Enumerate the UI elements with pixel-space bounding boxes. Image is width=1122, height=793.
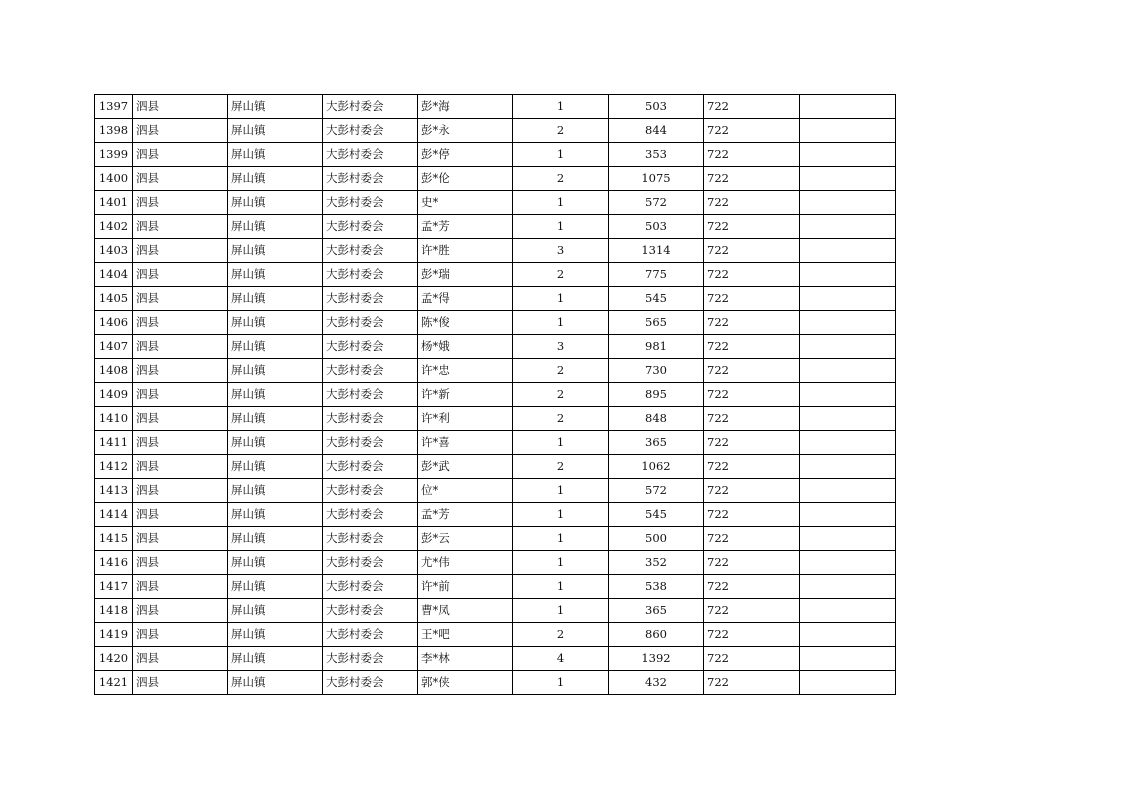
table-row <box>95 527 896 551</box>
cell-town: 屏山镇 <box>228 383 323 407</box>
cell-county: 泗县 <box>133 431 228 455</box>
cell-amount: 353 <box>609 143 704 167</box>
cell-amount: 565 <box>609 311 704 335</box>
cell-remarks <box>800 407 896 431</box>
cell-amount: 1392 <box>609 647 704 671</box>
cell-person-name: 彭*永 <box>418 119 513 143</box>
cell-amount: 365 <box>609 599 704 623</box>
cell-code: 722 <box>704 191 800 215</box>
cell-person-name: 史* <box>418 191 513 215</box>
cell-person-name: 彭*海 <box>418 95 513 119</box>
cell-town: 屏山镇 <box>228 503 323 527</box>
cell-code: 722 <box>704 143 800 167</box>
cell-household-count: 1 <box>513 215 609 239</box>
cell-remarks <box>800 263 896 287</box>
cell-person-name: 许*忠 <box>418 359 513 383</box>
table-row <box>95 311 896 335</box>
cell-household-count: 4 <box>513 647 609 671</box>
cell-remarks <box>800 335 896 359</box>
cell-county: 泗县 <box>133 119 228 143</box>
cell-amount: 545 <box>609 287 704 311</box>
cell-town: 屏山镇 <box>228 335 323 359</box>
cell-code: 722 <box>704 431 800 455</box>
cell-town: 屏山镇 <box>228 647 323 671</box>
cell-county: 泗县 <box>133 191 228 215</box>
cell-household-count: 1 <box>513 431 609 455</box>
cell-county: 泗县 <box>133 551 228 575</box>
cell-code: 722 <box>704 359 800 383</box>
cell-remarks <box>800 239 896 263</box>
cell-person-name: 许*前 <box>418 575 513 599</box>
cell-town: 屏山镇 <box>228 527 323 551</box>
cell-amount: 503 <box>609 215 704 239</box>
cell-amount: 1075 <box>609 167 704 191</box>
cell-remarks <box>800 383 896 407</box>
cell-serial-number: 1421 <box>95 671 133 695</box>
cell-town: 屏山镇 <box>228 479 323 503</box>
cell-code: 722 <box>704 671 800 695</box>
cell-remarks <box>800 503 896 527</box>
cell-village-committee: 大彭村委会 <box>323 623 418 647</box>
table-row <box>95 407 896 431</box>
cell-serial-number: 1418 <box>95 599 133 623</box>
table-row <box>95 623 896 647</box>
cell-amount: 500 <box>609 527 704 551</box>
cell-code: 722 <box>704 311 800 335</box>
cell-person-name: 许*胜 <box>418 239 513 263</box>
cell-serial-number: 1399 <box>95 143 133 167</box>
cell-amount: 572 <box>609 191 704 215</box>
cell-amount: 365 <box>609 431 704 455</box>
cell-village-committee: 大彭村委会 <box>323 143 418 167</box>
cell-town: 屏山镇 <box>228 95 323 119</box>
cell-amount: 1314 <box>609 239 704 263</box>
cell-town: 屏山镇 <box>228 575 323 599</box>
cell-person-name: 王*吧 <box>418 623 513 647</box>
cell-serial-number: 1403 <box>95 239 133 263</box>
table-row <box>95 335 896 359</box>
cell-village-committee: 大彭村委会 <box>323 455 418 479</box>
cell-amount: 775 <box>609 263 704 287</box>
table-row <box>95 287 896 311</box>
cell-county: 泗县 <box>133 287 228 311</box>
table-row <box>95 455 896 479</box>
cell-village-committee: 大彭村委会 <box>323 119 418 143</box>
cell-serial-number: 1420 <box>95 647 133 671</box>
cell-serial-number: 1414 <box>95 503 133 527</box>
cell-remarks <box>800 671 896 695</box>
cell-code: 722 <box>704 95 800 119</box>
cell-serial-number: 1400 <box>95 167 133 191</box>
cell-amount: 981 <box>609 335 704 359</box>
table-row <box>95 359 896 383</box>
table-body <box>95 95 896 695</box>
cell-person-name: 孟*得 <box>418 287 513 311</box>
cell-town: 屏山镇 <box>228 407 323 431</box>
cell-code: 722 <box>704 407 800 431</box>
cell-county: 泗县 <box>133 311 228 335</box>
table-row <box>95 647 896 671</box>
cell-household-count: 2 <box>513 623 609 647</box>
table-row <box>95 599 896 623</box>
table-row <box>95 431 896 455</box>
cell-county: 泗县 <box>133 407 228 431</box>
cell-amount: 860 <box>609 623 704 647</box>
cell-county: 泗县 <box>133 623 228 647</box>
cell-household-count: 1 <box>513 191 609 215</box>
cell-household-count: 1 <box>513 671 609 695</box>
table-row <box>95 575 896 599</box>
cell-household-count: 1 <box>513 575 609 599</box>
cell-serial-number: 1410 <box>95 407 133 431</box>
cell-person-name: 彭*武 <box>418 455 513 479</box>
cell-serial-number: 1397 <box>95 95 133 119</box>
cell-serial-number: 1419 <box>95 623 133 647</box>
cell-village-committee: 大彭村委会 <box>323 95 418 119</box>
cell-person-name: 尤*伟 <box>418 551 513 575</box>
table-row <box>95 551 896 575</box>
cell-county: 泗县 <box>133 503 228 527</box>
cell-town: 屏山镇 <box>228 623 323 647</box>
cell-person-name: 陈*俊 <box>418 311 513 335</box>
table-row <box>95 215 896 239</box>
cell-code: 722 <box>704 551 800 575</box>
cell-amount: 844 <box>609 119 704 143</box>
cell-village-committee: 大彭村委会 <box>323 311 418 335</box>
table-row <box>95 479 896 503</box>
cell-household-count: 2 <box>513 119 609 143</box>
cell-town: 屏山镇 <box>228 311 323 335</box>
cell-village-committee: 大彭村委会 <box>323 215 418 239</box>
cell-town: 屏山镇 <box>228 551 323 575</box>
cell-household-count: 2 <box>513 455 609 479</box>
cell-household-count: 2 <box>513 263 609 287</box>
cell-code: 722 <box>704 503 800 527</box>
cell-village-committee: 大彭村委会 <box>323 671 418 695</box>
cell-town: 屏山镇 <box>228 191 323 215</box>
cell-remarks <box>800 551 896 575</box>
cell-serial-number: 1412 <box>95 455 133 479</box>
cell-serial-number: 1406 <box>95 311 133 335</box>
cell-county: 泗县 <box>133 215 228 239</box>
cell-village-committee: 大彭村委会 <box>323 239 418 263</box>
cell-amount: 572 <box>609 479 704 503</box>
cell-household-count: 3 <box>513 239 609 263</box>
cell-serial-number: 1407 <box>95 335 133 359</box>
table-row <box>95 239 896 263</box>
cell-village-committee: 大彭村委会 <box>323 335 418 359</box>
cell-person-name: 许*利 <box>418 407 513 431</box>
table-row <box>95 191 896 215</box>
cell-village-committee: 大彭村委会 <box>323 527 418 551</box>
cell-code: 722 <box>704 647 800 671</box>
cell-serial-number: 1405 <box>95 287 133 311</box>
cell-person-name: 杨*娥 <box>418 335 513 359</box>
cell-amount: 538 <box>609 575 704 599</box>
cell-code: 722 <box>704 215 800 239</box>
cell-amount: 545 <box>609 503 704 527</box>
table-row <box>95 503 896 527</box>
cell-amount: 1062 <box>609 455 704 479</box>
cell-village-committee: 大彭村委会 <box>323 599 418 623</box>
cell-serial-number: 1415 <box>95 527 133 551</box>
cell-village-committee: 大彭村委会 <box>323 551 418 575</box>
cell-household-count: 2 <box>513 167 609 191</box>
cell-person-name: 位* <box>418 479 513 503</box>
cell-code: 722 <box>704 599 800 623</box>
cell-person-name: 郭*侠 <box>418 671 513 695</box>
cell-serial-number: 1413 <box>95 479 133 503</box>
cell-person-name: 彭*云 <box>418 527 513 551</box>
cell-household-count: 2 <box>513 407 609 431</box>
cell-remarks <box>800 287 896 311</box>
cell-remarks <box>800 191 896 215</box>
cell-county: 泗县 <box>133 599 228 623</box>
table-row <box>95 167 896 191</box>
cell-town: 屏山镇 <box>228 287 323 311</box>
cell-code: 722 <box>704 383 800 407</box>
cell-town: 屏山镇 <box>228 359 323 383</box>
cell-code: 722 <box>704 167 800 191</box>
records-table <box>94 94 896 695</box>
cell-town: 屏山镇 <box>228 599 323 623</box>
table-row <box>95 119 896 143</box>
cell-county: 泗县 <box>133 479 228 503</box>
cell-village-committee: 大彭村委会 <box>323 479 418 503</box>
cell-serial-number: 1398 <box>95 119 133 143</box>
cell-serial-number: 1402 <box>95 215 133 239</box>
cell-person-name: 彭*瑞 <box>418 263 513 287</box>
cell-remarks <box>800 215 896 239</box>
cell-serial-number: 1411 <box>95 431 133 455</box>
cell-village-committee: 大彭村委会 <box>323 575 418 599</box>
cell-village-committee: 大彭村委会 <box>323 191 418 215</box>
cell-person-name: 许*新 <box>418 383 513 407</box>
cell-county: 泗县 <box>133 647 228 671</box>
cell-serial-number: 1416 <box>95 551 133 575</box>
cell-household-count: 2 <box>513 383 609 407</box>
cell-amount: 848 <box>609 407 704 431</box>
cell-code: 722 <box>704 527 800 551</box>
cell-amount: 895 <box>609 383 704 407</box>
cell-village-committee: 大彭村委会 <box>323 263 418 287</box>
cell-household-count: 3 <box>513 335 609 359</box>
cell-code: 722 <box>704 119 800 143</box>
cell-village-committee: 大彭村委会 <box>323 407 418 431</box>
cell-remarks <box>800 95 896 119</box>
cell-remarks <box>800 431 896 455</box>
cell-county: 泗县 <box>133 263 228 287</box>
cell-household-count: 1 <box>513 527 609 551</box>
table-row <box>95 95 896 119</box>
table-row <box>95 143 896 167</box>
cell-code: 722 <box>704 287 800 311</box>
cell-serial-number: 1409 <box>95 383 133 407</box>
cell-code: 722 <box>704 239 800 263</box>
cell-code: 722 <box>704 455 800 479</box>
table-row <box>95 383 896 407</box>
cell-remarks <box>800 623 896 647</box>
cell-village-committee: 大彭村委会 <box>323 431 418 455</box>
cell-code: 722 <box>704 335 800 359</box>
cell-county: 泗县 <box>133 143 228 167</box>
cell-remarks <box>800 311 896 335</box>
cell-remarks <box>800 647 896 671</box>
cell-code: 722 <box>704 623 800 647</box>
cell-county: 泗县 <box>133 95 228 119</box>
cell-town: 屏山镇 <box>228 239 323 263</box>
cell-village-committee: 大彭村委会 <box>323 647 418 671</box>
cell-remarks <box>800 527 896 551</box>
cell-household-count: 2 <box>513 359 609 383</box>
cell-village-committee: 大彭村委会 <box>323 167 418 191</box>
cell-person-name: 李*林 <box>418 647 513 671</box>
cell-county: 泗县 <box>133 575 228 599</box>
cell-code: 722 <box>704 575 800 599</box>
table-row <box>95 263 896 287</box>
cell-household-count: 1 <box>513 503 609 527</box>
cell-household-count: 1 <box>513 551 609 575</box>
cell-county: 泗县 <box>133 527 228 551</box>
cell-village-committee: 大彭村委会 <box>323 503 418 527</box>
cell-county: 泗县 <box>133 335 228 359</box>
cell-person-name: 许*喜 <box>418 431 513 455</box>
cell-amount: 730 <box>609 359 704 383</box>
cell-household-count: 1 <box>513 599 609 623</box>
cell-county: 泗县 <box>133 455 228 479</box>
table-row <box>95 671 896 695</box>
cell-person-name: 曹*凤 <box>418 599 513 623</box>
cell-remarks <box>800 575 896 599</box>
cell-village-committee: 大彭村委会 <box>323 383 418 407</box>
cell-remarks <box>800 479 896 503</box>
cell-town: 屏山镇 <box>228 167 323 191</box>
cell-amount: 503 <box>609 95 704 119</box>
cell-code: 722 <box>704 479 800 503</box>
cell-village-committee: 大彭村委会 <box>323 359 418 383</box>
cell-person-name: 孟*芳 <box>418 215 513 239</box>
cell-household-count: 1 <box>513 143 609 167</box>
cell-remarks <box>800 167 896 191</box>
cell-county: 泗县 <box>133 239 228 263</box>
cell-county: 泗县 <box>133 167 228 191</box>
cell-remarks <box>800 599 896 623</box>
cell-town: 屏山镇 <box>228 263 323 287</box>
cell-town: 屏山镇 <box>228 215 323 239</box>
cell-person-name: 孟*芳 <box>418 503 513 527</box>
cell-remarks <box>800 359 896 383</box>
cell-village-committee: 大彭村委会 <box>323 287 418 311</box>
cell-household-count: 1 <box>513 479 609 503</box>
cell-county: 泗县 <box>133 671 228 695</box>
cell-county: 泗县 <box>133 383 228 407</box>
cell-remarks <box>800 119 896 143</box>
cell-remarks <box>800 143 896 167</box>
cell-code: 722 <box>704 263 800 287</box>
cell-household-count: 1 <box>513 287 609 311</box>
cell-town: 屏山镇 <box>228 119 323 143</box>
cell-town: 屏山镇 <box>228 143 323 167</box>
cell-person-name: 彭*伦 <box>418 167 513 191</box>
cell-household-count: 1 <box>513 311 609 335</box>
cell-town: 屏山镇 <box>228 431 323 455</box>
cell-amount: 432 <box>609 671 704 695</box>
cell-serial-number: 1408 <box>95 359 133 383</box>
cell-serial-number: 1401 <box>95 191 133 215</box>
cell-town: 屏山镇 <box>228 455 323 479</box>
cell-serial-number: 1404 <box>95 263 133 287</box>
cell-remarks <box>800 455 896 479</box>
cell-amount: 352 <box>609 551 704 575</box>
cell-household-count: 1 <box>513 95 609 119</box>
cell-serial-number: 1417 <box>95 575 133 599</box>
cell-person-name: 彭*停 <box>418 143 513 167</box>
cell-town: 屏山镇 <box>228 671 323 695</box>
cell-county: 泗县 <box>133 359 228 383</box>
